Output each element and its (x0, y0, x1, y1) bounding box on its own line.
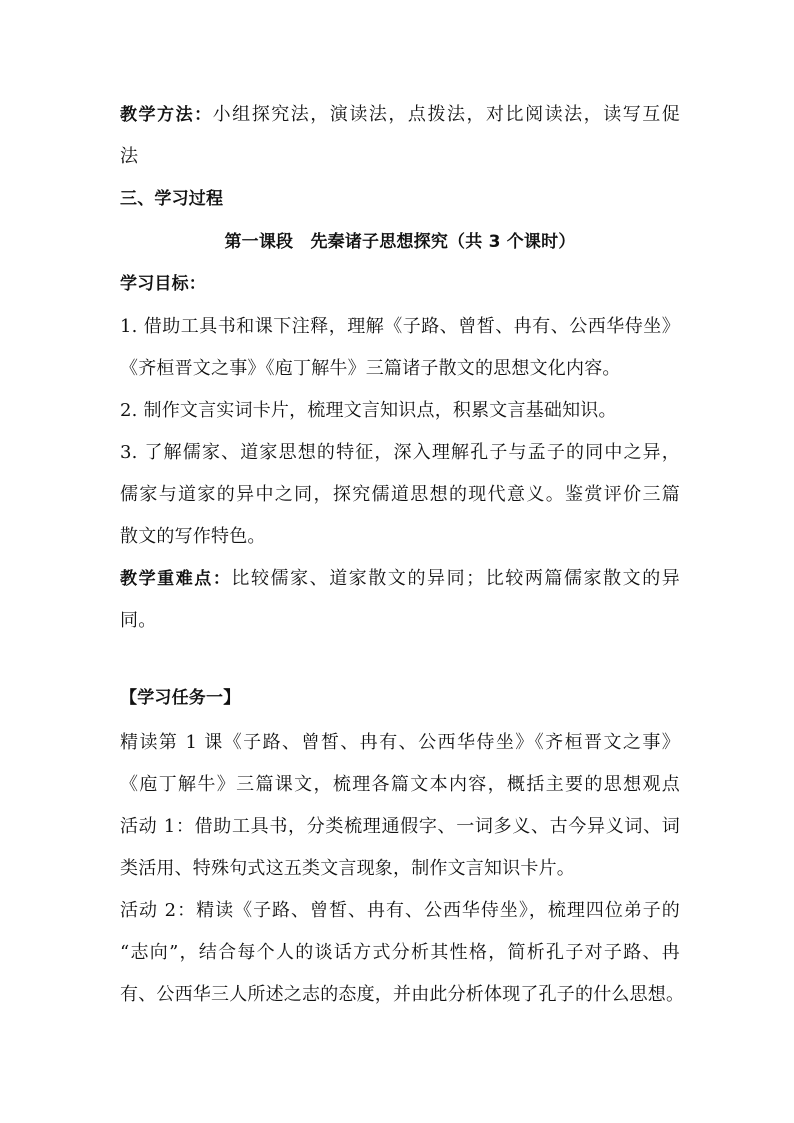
goal-3-line-2: 儒家与道家的异中之同，探究儒道思想的现代意义。鉴赏评价三篇 (120, 484, 680, 505)
section-title: 三、学习过程 (120, 189, 224, 209)
difficulty-line (120, 567, 680, 591)
task-title: 【学习任务一】 (120, 688, 241, 708)
goal-1-line-1: 1. 借助工具书和课下注释，理解《子路、曾皙、冉有、公西华侍坐》 (120, 316, 680, 337)
teaching-method-label: 教学方法： (120, 105, 213, 125)
activity-2-line-2: “志向”，结合每个人的谈话方式分析其性格，简析孔子对子路、冉 (120, 942, 680, 963)
goals-label: 学习目标： (120, 274, 206, 294)
goal-1-line-2: 《齐桓晋文之事》《庖丁解牛》三篇诸子散文的思想文化内容。 (120, 358, 621, 379)
task-line-2: 《庖丁解牛》三篇课文，梳理各篇文本内容，概括主要的思想观点 (120, 774, 680, 795)
activity-2-line-1: 活动 2：精读《子路、曾皙、冉有、公西华侍坐》，梳理四位弟子的 (120, 900, 680, 921)
task-line-1: 精读第 1 课《子路、曾皙、冉有、公西华侍坐》《齐桓晋文之事》 (120, 732, 680, 753)
activity-1-line-2: 类活用、特殊句式这五类文言现象，制作文言知识卡片。 (120, 858, 575, 879)
goal-3-line-1: 3. 了解儒家、道家思想的特征，深入理解孔子与孟子的同中之异， (120, 442, 680, 463)
difficulty-label: 教学重难点： (120, 569, 232, 589)
difficulty-cont: 同。 (120, 610, 157, 631)
teaching-method-cont: 法 (120, 146, 139, 167)
activity-2-line-3: 有、公西华三人所述之志的态度，并由此分析体现了孔子的什么思想。 (120, 984, 685, 1005)
teaching-method-text: 小组探究法，演读法，点拨法，对比阅读法，读写互促 (212, 104, 680, 125)
activity-1-line-1: 活动 1：借助工具书，分类梳理通假字、一词多义、古今异义词、词 (120, 816, 680, 837)
unit-title: 第一课段 先秦诸子思想探究（共 3 个课时） (224, 232, 576, 252)
teaching-method-line (120, 103, 680, 127)
goal-2: 2. 制作文言实词卡片，梳理文言知识点，积累文言基础知识。 (120, 400, 617, 421)
difficulty-text: 比较儒家、道家散文的异同；比较两篇儒家散文的异 (231, 568, 680, 589)
goal-3-line-3: 散文的写作特色。 (120, 526, 266, 547)
